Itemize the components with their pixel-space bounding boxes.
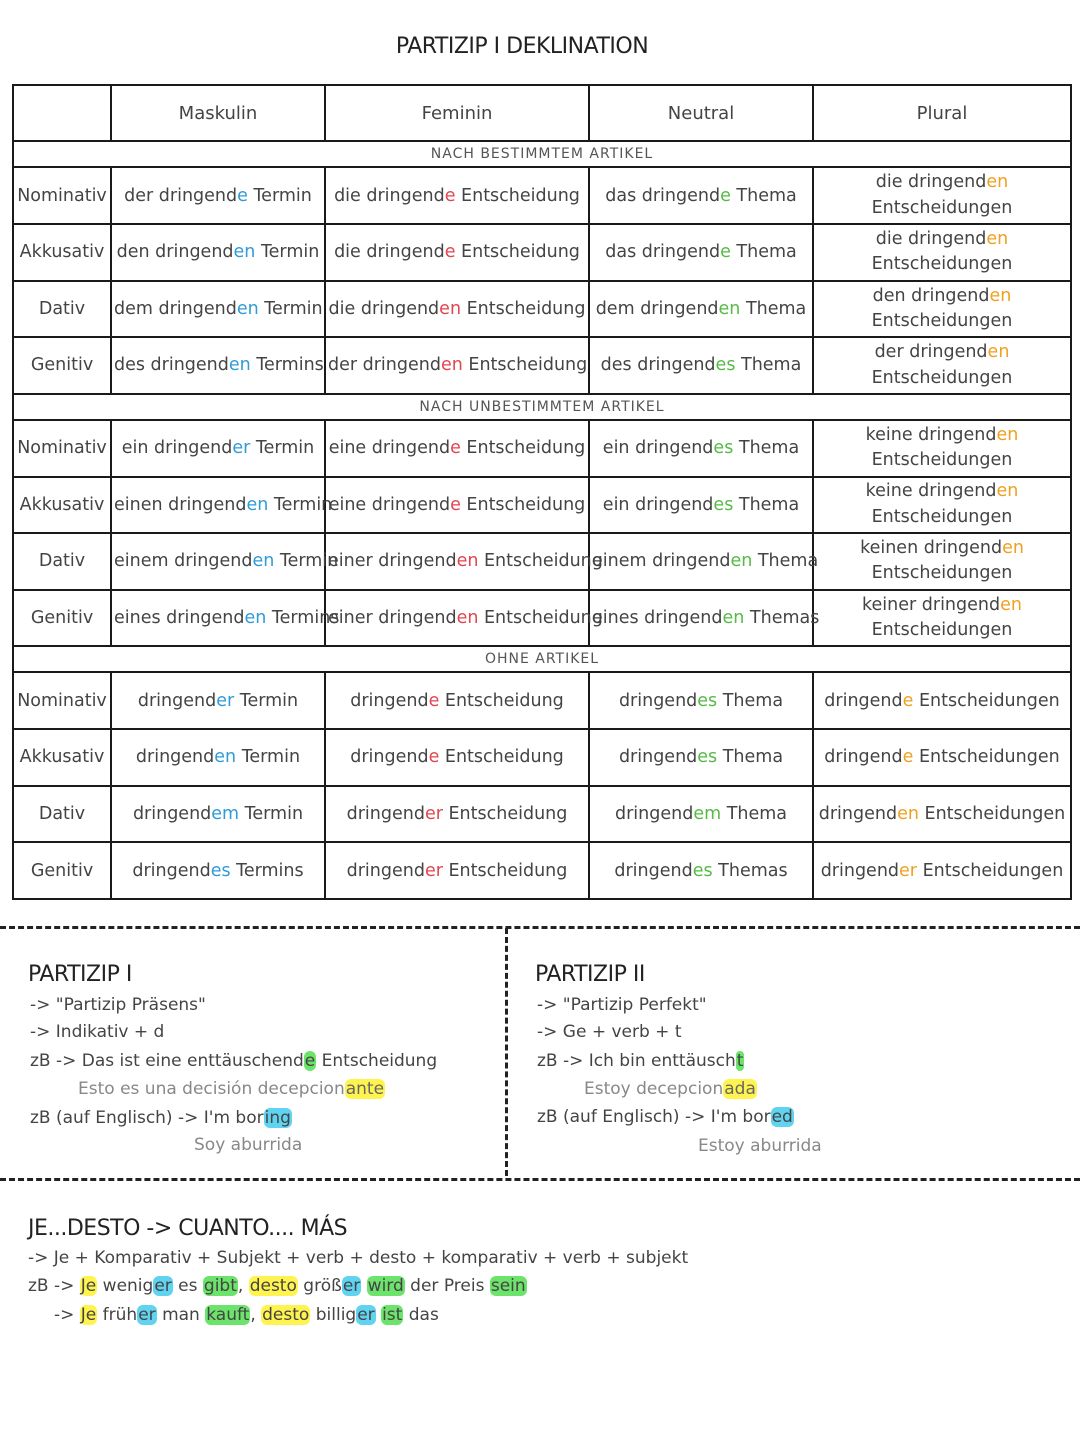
cell-noun: Termins xyxy=(250,355,324,376)
example-text xyxy=(361,1276,366,1296)
cell-noun: Termin xyxy=(274,551,339,572)
table-cell xyxy=(325,590,603,647)
divider-top xyxy=(0,926,1080,929)
cell-noun: Thema xyxy=(733,494,800,515)
table-cell xyxy=(111,786,325,843)
cell-noun: Termin xyxy=(268,494,333,515)
table-cell xyxy=(589,786,813,843)
header-neutral: Neutral xyxy=(589,85,813,141)
highlighted-word: er xyxy=(154,1276,172,1296)
cell-stem: der dringend xyxy=(328,355,441,376)
cell-stem: den dringend xyxy=(872,285,990,306)
cell-noun: Entscheidungen xyxy=(871,254,1013,275)
cell-noun: Thema xyxy=(730,185,797,206)
example-text: früh xyxy=(97,1305,138,1325)
table-row xyxy=(13,729,1071,786)
cell-ending: en xyxy=(1002,538,1024,559)
cell-noun: Entscheidungen xyxy=(871,563,1013,584)
cell-ending: en xyxy=(996,424,1019,445)
cell-stem: der dringend xyxy=(124,185,238,206)
cell-ending: en xyxy=(730,551,753,572)
table-row xyxy=(13,224,1071,281)
table-cell xyxy=(325,842,589,899)
table-cell xyxy=(111,477,333,534)
cell-ending: en xyxy=(214,747,237,768)
table-cell xyxy=(813,533,1071,590)
cell-noun: Entscheidungen xyxy=(871,367,1013,388)
declension-table xyxy=(12,84,1072,900)
cell-stem: dringend xyxy=(350,747,429,768)
table-row xyxy=(13,786,1071,843)
cell-stem: das dringend xyxy=(605,242,721,263)
cell-ending: e xyxy=(902,690,914,711)
highlighted-word: er xyxy=(138,1305,156,1325)
highlighted-word: wird xyxy=(367,1276,404,1296)
cell-noun: Themas xyxy=(712,860,788,881)
cell-ending: e xyxy=(450,494,461,515)
cell-ending: en xyxy=(228,355,251,376)
cell-stem: keine dringend xyxy=(865,481,997,502)
table-cell xyxy=(813,842,1071,899)
table-cell xyxy=(111,590,340,647)
example-text: , xyxy=(250,1305,262,1325)
table-cell xyxy=(325,477,589,534)
highlighted-word: kauft xyxy=(206,1305,250,1325)
cell-ending: e xyxy=(428,747,440,768)
table-cell xyxy=(589,729,813,786)
cell-noun: Entscheidung xyxy=(461,298,586,319)
table-cell xyxy=(111,672,325,729)
cell-noun: Entscheidung xyxy=(478,551,603,572)
cell-noun: Entscheidung xyxy=(462,355,588,376)
cell-noun: Entscheidungen xyxy=(871,310,1013,331)
table-row xyxy=(13,842,1071,899)
cell-stem: die dringend xyxy=(875,172,987,193)
cell-stem: dringend xyxy=(824,690,903,711)
case-name: Dativ xyxy=(13,786,111,843)
partizip2-line1: -> "Partizip Perfekt" xyxy=(537,995,707,1015)
cell-noun: Termin xyxy=(236,747,301,768)
cell-stem: den dringend xyxy=(116,242,234,263)
cell-stem: dringend xyxy=(820,860,900,881)
cell-noun: Thema xyxy=(730,242,797,263)
table-row xyxy=(13,281,1071,338)
example-text: zB -> xyxy=(28,1276,80,1296)
table-cell xyxy=(589,590,820,647)
jedesto-heading: JE...DESTO -> CUANTO.... MÁS xyxy=(28,1216,348,1241)
partizip2-example1-es: Estoy decepcionada xyxy=(584,1079,756,1099)
table-cell xyxy=(813,477,1071,534)
cell-ending: en xyxy=(456,607,479,628)
cell-ending: e xyxy=(720,242,731,263)
cell-ending: en xyxy=(897,803,919,824)
cell-ending: er xyxy=(424,803,443,824)
table-cell xyxy=(111,281,325,338)
table-cell xyxy=(111,224,325,281)
cell-noun: Thema xyxy=(717,747,784,768)
cell-stem: dringend xyxy=(135,747,215,768)
cell-stem: einer dringend xyxy=(328,607,457,628)
cell-noun: Themas xyxy=(744,607,820,628)
table-cell xyxy=(589,672,813,729)
table-row xyxy=(13,590,1071,647)
example-text: man xyxy=(156,1305,206,1325)
table-cell xyxy=(589,420,813,477)
table-row xyxy=(13,672,1071,729)
header-plural: Plural xyxy=(813,85,1071,141)
cell-noun: Termin xyxy=(255,242,320,263)
cell-stem: einem dringend xyxy=(114,551,253,572)
cell-stem: dringend xyxy=(818,803,898,824)
highlighted-word: er xyxy=(357,1305,375,1325)
case-name: Akkusativ xyxy=(13,224,111,281)
table-cell xyxy=(589,281,813,338)
highlighted-word: desto xyxy=(262,1305,310,1325)
highlighted-word: ist xyxy=(382,1305,403,1325)
cell-stem: ein dringend xyxy=(121,438,233,459)
example-text: das xyxy=(403,1305,439,1325)
cell-stem: dringend xyxy=(132,803,212,824)
table-cell xyxy=(813,672,1071,729)
cell-stem: eine dringend xyxy=(328,438,451,459)
table-cell xyxy=(813,590,1071,647)
table-cell xyxy=(589,533,819,590)
cell-ending: en xyxy=(252,551,275,572)
partizip2-example1: zB -> Ich bin enttäuscht xyxy=(537,1051,744,1071)
table-cell xyxy=(325,420,589,477)
cell-noun: Entscheidungen xyxy=(917,860,1064,881)
cell-ending: en xyxy=(996,481,1019,502)
cell-stem: dringend xyxy=(618,690,698,711)
table-row xyxy=(13,167,1071,224)
case-name: Genitiv xyxy=(13,590,111,647)
table-cell xyxy=(325,672,589,729)
cell-ending: er xyxy=(899,860,917,881)
cell-noun: Entscheidung xyxy=(439,690,564,711)
case-name: Dativ xyxy=(13,533,111,590)
header-empty xyxy=(13,85,111,141)
cell-stem: keinen dringend xyxy=(860,538,1003,559)
cell-stem: eines dringend xyxy=(114,607,245,628)
cell-noun: Entscheidung xyxy=(460,494,586,515)
cell-ending: es xyxy=(713,494,734,515)
partizip1-example2: zB (auf Englisch) -> I'm boring xyxy=(30,1108,291,1128)
table-row xyxy=(13,533,1071,590)
case-name: Dativ xyxy=(13,281,111,338)
cell-ending: em xyxy=(211,803,240,824)
cell-stem: eine dringend xyxy=(328,494,451,515)
table-cell xyxy=(813,420,1071,477)
case-name: Nominativ xyxy=(13,167,111,224)
cell-stem: ein dringend xyxy=(602,438,714,459)
table-cell xyxy=(813,167,1071,224)
cell-noun: Termins xyxy=(266,607,340,628)
table-cell xyxy=(325,729,589,786)
cell-ending: en xyxy=(244,607,267,628)
page-title: PARTIZIP I DEKLINATION xyxy=(395,34,649,59)
cell-stem: die dringend xyxy=(875,228,987,249)
example-text: -> xyxy=(54,1305,80,1325)
cell-ending: er xyxy=(424,860,443,881)
cell-stem: ein dringend xyxy=(602,494,714,515)
partizip2-line2: -> Ge + verb + t xyxy=(537,1022,682,1042)
cell-ending: es xyxy=(697,747,718,768)
cell-stem: die dringend xyxy=(334,242,445,263)
table-row xyxy=(13,477,1071,534)
case-name: Nominativ xyxy=(13,672,111,729)
cell-ending: e xyxy=(902,747,914,768)
cell-noun: Thema xyxy=(752,551,819,572)
partizip1-heading: PARTIZIP I xyxy=(28,962,132,987)
cell-stem: einer dringend xyxy=(328,551,457,572)
partizip1-line1: -> "Partizip Präsens" xyxy=(30,995,206,1015)
cell-ending: e xyxy=(428,690,440,711)
cell-stem: dem dringend xyxy=(595,298,719,319)
cell-stem: einem dringend xyxy=(592,551,731,572)
cell-noun: Thema xyxy=(717,690,784,711)
cell-ending: e xyxy=(444,242,456,263)
cell-ending: en xyxy=(987,342,1010,363)
table-cell xyxy=(813,337,1071,394)
cell-stem: dringend xyxy=(132,860,211,881)
example-text: es xyxy=(172,1276,203,1296)
highlighted-word: gibt xyxy=(203,1276,237,1296)
cell-ending: en xyxy=(986,228,1009,249)
cell-noun: Entscheidungen xyxy=(918,803,1066,824)
table-cell xyxy=(325,224,589,281)
table-cell xyxy=(589,224,813,281)
table-row xyxy=(13,337,1071,394)
cell-stem: dringend xyxy=(346,860,425,881)
cell-noun: Entscheidung xyxy=(455,242,580,263)
cell-noun: Entscheidung xyxy=(442,860,568,881)
cell-noun: Entscheidung xyxy=(455,185,580,206)
cell-noun: Thema xyxy=(740,298,807,319)
table-cell xyxy=(325,337,589,394)
cell-stem: dringend xyxy=(824,747,903,768)
header-feminin: Feminin xyxy=(325,85,589,141)
cell-noun: Entscheidung xyxy=(478,607,603,628)
cell-ending: e xyxy=(720,185,731,206)
cell-stem: keine dringend xyxy=(865,424,997,445)
cell-stem: eines dringend xyxy=(592,607,723,628)
highlighted-word: Je xyxy=(80,1305,97,1325)
case-name: Akkusativ xyxy=(13,477,111,534)
partizip2-example2: zB (auf Englisch) -> I'm bored xyxy=(537,1107,793,1127)
cell-stem: keiner dringend xyxy=(862,594,1001,615)
case-name: Akkusativ xyxy=(13,729,111,786)
cell-ending: en xyxy=(1000,594,1022,615)
partizip1-example1: zB -> Das ist eine enttäuschende Entscheidung xyxy=(30,1051,438,1071)
cell-ending: es xyxy=(713,438,734,459)
partizip1-example2-es: Soy aburrida xyxy=(194,1135,303,1155)
table-row xyxy=(13,420,1071,477)
cell-stem: dringend xyxy=(614,803,694,824)
cell-stem: dringend xyxy=(350,690,429,711)
table-cell xyxy=(813,729,1071,786)
table-cell xyxy=(111,167,325,224)
cell-stem: dringend xyxy=(614,860,693,881)
jedesto-example1 xyxy=(28,1276,527,1296)
table-cell xyxy=(589,842,813,899)
cell-noun: Entscheidungen xyxy=(871,620,1013,641)
cell-stem: einen dringend xyxy=(114,494,247,515)
cell-ending: er xyxy=(232,438,251,459)
cell-noun: Termins xyxy=(230,860,304,881)
partizip2-heading: PARTIZIP II xyxy=(535,962,645,987)
cell-ending: e xyxy=(444,185,456,206)
cell-ending: en xyxy=(439,298,462,319)
cell-ending: en xyxy=(246,494,269,515)
cell-ending: er xyxy=(216,690,235,711)
cell-noun: Entscheidung xyxy=(439,747,564,768)
cell-ending: e xyxy=(450,438,461,459)
highlighted-word: sein xyxy=(490,1276,526,1296)
table-cell xyxy=(589,167,813,224)
cell-ending: es xyxy=(210,860,231,881)
cell-ending: es xyxy=(697,690,718,711)
table-cell xyxy=(111,533,339,590)
cell-ending: en xyxy=(986,172,1009,193)
cell-noun: Termin xyxy=(258,298,323,319)
header-maskulin: Maskulin xyxy=(111,85,325,141)
table-cell xyxy=(813,281,1071,338)
cell-ending: en xyxy=(456,551,479,572)
cell-noun: Entscheidungen xyxy=(871,506,1013,527)
highlighted-word: desto xyxy=(249,1276,297,1296)
example-text: billig xyxy=(310,1305,357,1325)
partizip2-example2-es: Estoy aburrida xyxy=(698,1136,822,1156)
jedesto-rule: -> Je + Komparativ + Subjekt + verb + desto + komparativ + verb + subjekt xyxy=(28,1248,689,1268)
cell-stem: dringend xyxy=(346,803,425,824)
cell-stem: dringend xyxy=(618,747,698,768)
cell-ending: em xyxy=(693,803,722,824)
table-cell xyxy=(325,281,589,338)
cell-noun: Entscheidung xyxy=(460,438,586,459)
cell-ending: en xyxy=(440,355,463,376)
cell-ending: en xyxy=(718,298,741,319)
cell-stem: dem dringend xyxy=(114,298,237,319)
cell-noun: Thema xyxy=(735,355,802,376)
table-cell xyxy=(325,167,589,224)
cell-stem: die dringend xyxy=(328,298,440,319)
table-cell xyxy=(325,533,603,590)
cell-noun: Termin xyxy=(239,803,304,824)
jedesto-example2 xyxy=(54,1305,439,1325)
table-cell xyxy=(813,786,1071,843)
partizip1-example1-es: Esto es una decisión decepcionante xyxy=(78,1079,385,1099)
cell-stem: das dringend xyxy=(605,185,721,206)
cell-ending: en xyxy=(233,242,256,263)
table-cell xyxy=(111,420,325,477)
table-cell xyxy=(111,842,325,899)
section-label: NACH UNBESTIMMTEM ARTIKEL xyxy=(13,394,1071,420)
table-cell xyxy=(111,729,325,786)
cell-noun: Entscheidungen xyxy=(913,747,1060,768)
table-cell xyxy=(325,786,589,843)
cell-stem: des dringend xyxy=(600,355,716,376)
cell-ending: en xyxy=(722,607,745,628)
cell-stem: des dringend xyxy=(114,355,229,376)
table-cell xyxy=(589,337,813,394)
cell-noun: Entscheidung xyxy=(442,803,568,824)
highlighted-word: Je xyxy=(80,1276,97,1296)
section-label: OHNE ARTIKEL xyxy=(13,646,1071,672)
table-cell xyxy=(813,224,1071,281)
cell-ending: es xyxy=(715,355,736,376)
cell-ending: en xyxy=(989,285,1012,306)
case-name: Genitiv xyxy=(13,842,111,899)
cell-ending: e xyxy=(237,185,248,206)
cell-noun: Entscheidungen xyxy=(913,690,1060,711)
example-text: der Preis xyxy=(404,1276,490,1296)
table-cell xyxy=(589,477,813,534)
case-name: Nominativ xyxy=(13,420,111,477)
cell-noun: Thema xyxy=(721,803,788,824)
cell-noun: Entscheidungen xyxy=(871,197,1013,218)
cell-ending: es xyxy=(692,860,713,881)
table-cell xyxy=(111,337,325,394)
example-text: wenig xyxy=(97,1276,154,1296)
example-text: , xyxy=(237,1276,249,1296)
partizip1-line2: -> Indikativ + d xyxy=(30,1022,165,1042)
cell-ending: en xyxy=(236,298,259,319)
section-label: NACH BESTIMMTEM ARTIKEL xyxy=(13,141,1071,167)
cell-stem: dringend xyxy=(137,690,217,711)
cell-noun: Thema xyxy=(733,438,800,459)
cell-noun: Termin xyxy=(247,185,312,206)
cell-noun: Termin xyxy=(250,438,315,459)
cell-stem: die dringend xyxy=(334,185,445,206)
case-name: Genitiv xyxy=(13,337,111,394)
divider-bottom xyxy=(0,1178,1080,1181)
divider-vertical xyxy=(505,928,508,1176)
example-text: größ xyxy=(297,1276,342,1296)
highlighted-word: er xyxy=(342,1276,361,1296)
cell-noun: Termin xyxy=(234,690,299,711)
cell-stem: der dringend xyxy=(874,342,988,363)
cell-noun: Entscheidungen xyxy=(871,450,1013,471)
